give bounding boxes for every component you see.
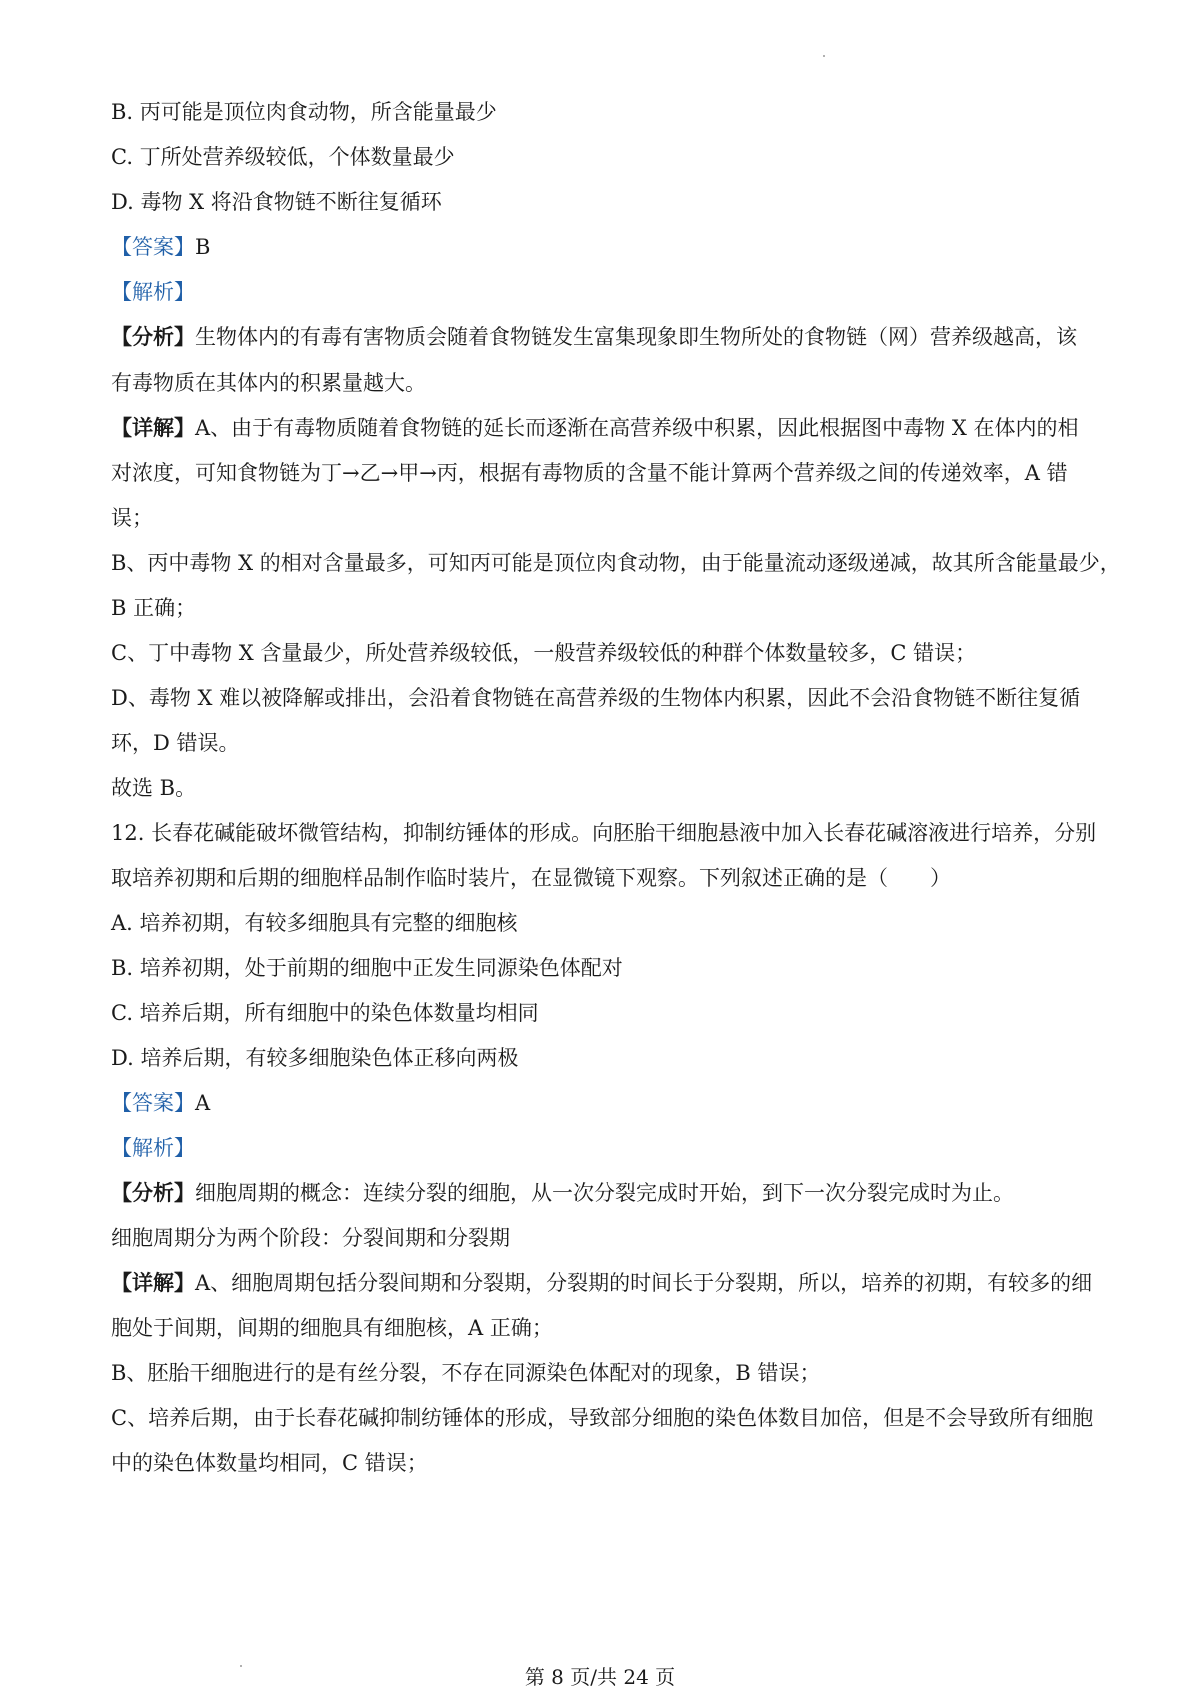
line-text: A、由于有毒物质随着食物链的延长而逐渐在高营养级中积累，因此根据图中毒物 X 在体内的相 <box>195 416 1079 440</box>
section-tag: 【解析】 <box>111 280 195 304</box>
text-line <box>111 638 1100 668</box>
line-text: A. 培养初期，有较多细胞具有完整的细胞核 <box>111 911 518 935</box>
line-text: C. 丁所处营养级较低，个体数量最少 <box>111 145 455 169</box>
text-line <box>111 187 1100 217</box>
text-line <box>111 322 1100 352</box>
line-text: 细胞周期的概念：连续分裂的细胞，从一次分裂完成时开始，到下一次分裂完成时为止。 <box>195 1181 1014 1205</box>
text-line <box>111 1358 1100 1388</box>
line-text: 细胞周期分为两个阶段：分裂间期和分裂期 <box>111 1226 510 1250</box>
text-line <box>111 368 1100 398</box>
text-line <box>111 1088 1100 1118</box>
section-tag: 【答案】 <box>111 1091 195 1115</box>
section-tag: 【解析】 <box>111 1136 195 1160</box>
text-line <box>111 593 1100 623</box>
text-line <box>111 232 1100 262</box>
text-line <box>111 1043 1100 1073</box>
text-line <box>111 1178 1100 1208</box>
section-tag: 【分析】 <box>111 324 195 349</box>
text-line <box>111 863 1100 893</box>
line-text: 中的染色体数量均相同，C 错误； <box>111 1451 428 1475</box>
text-line <box>111 1133 1100 1163</box>
line-text: 生物体内的有毒有害物质会随着食物链发生富集现象即生物所处的食物链（网）营养级越高，该 <box>195 325 1077 349</box>
line-text: C、丁中毒物 X 含量最少，所处营养级较低，一般营养级较低的种群个体数量较多，C 错误； <box>111 641 977 665</box>
text-line <box>111 773 1100 803</box>
line-text: 对浓度，可知食物链为丁→乙→甲→丙，根据有毒物质的含量不能计算两个营养级之间的传递效率，A 错 <box>111 461 1068 485</box>
text-line <box>111 953 1100 983</box>
line-text: D. 培养后期，有较多细胞染色体正移向两极 <box>111 1046 519 1070</box>
text-line <box>111 1313 1100 1343</box>
section-tag: 【详解】 <box>111 415 195 440</box>
line-text: B、胚胎干细胞进行的是有丝分裂，不存在同源染色体配对的现象，B 错误； <box>111 1361 821 1385</box>
line-text: B <box>195 235 211 259</box>
text-line <box>111 1223 1100 1253</box>
line-text: A <box>195 1091 211 1115</box>
text-line <box>111 683 1100 713</box>
section-tag: 【答案】 <box>111 235 195 259</box>
scan-speck <box>240 1665 242 1667</box>
page-footer: 第 8 页/共 24 页 <box>524 1665 676 1689</box>
line-text: 取培养初期和后期的细胞样品制作临时装片，在显微镜下观察。下列叙述正确的是（ ） <box>111 866 951 890</box>
text-line <box>111 142 1100 172</box>
text-line <box>111 728 1100 758</box>
line-text: 有毒物质在其体内的积累量越大。 <box>111 371 426 395</box>
text-line <box>111 97 1100 127</box>
line-text: D、毒物 X 难以被降解或排出，会沿着食物链在高营养级的生物体内积累，因此不会沿食物链不断往复循 <box>111 686 1081 710</box>
line-text: C. 培养后期，所有细胞中的染色体数量均相同 <box>111 1001 539 1025</box>
text-line <box>111 413 1100 443</box>
line-text: B、丙中毒物 X 的相对含量最多，可知丙可能是顶位肉食动物，由于能量流动逐级递减，故其所含能量最少， <box>111 551 1121 575</box>
line-text: 12. 长春花碱能破坏微管结构，抑制纺锤体的形成。向胚胎干细胞悬液中加入长春花碱溶液进行培养，分别 <box>111 821 1097 845</box>
line-text: C、培养后期，由于长春花碱抑制纺锤体的形成，导致部分细胞的染色体数目加倍，但是不会导致所有细胞 <box>111 1406 1094 1430</box>
text-line <box>111 548 1121 578</box>
line-text: A、细胞周期包括分裂间期和分裂期，分裂期的时间长于分裂期，所以，培养的初期，有较多的细 <box>195 1271 1093 1295</box>
line-text: 故选 B。 <box>111 776 197 800</box>
line-text: B. 培养初期，处于前期的细胞中正发生同源染色体配对 <box>111 956 623 980</box>
line-text: B. 丙可能是顶位肉食动物，所含能量最少 <box>111 100 497 124</box>
text-line <box>111 1268 1100 1298</box>
text-line <box>111 818 1100 848</box>
text-line <box>111 277 1100 307</box>
text-line <box>111 1403 1100 1433</box>
text-line <box>111 998 1100 1028</box>
scan-speck <box>823 55 825 57</box>
line-text: B 正确； <box>111 596 197 620</box>
section-tag: 【详解】 <box>111 1270 195 1295</box>
line-text: 胞处于间期，间期的细胞具有细胞核，A 正确； <box>111 1316 553 1340</box>
text-line <box>111 503 1100 533</box>
line-text: D. 毒物 X 将沿食物链不断往复循环 <box>111 190 442 214</box>
text-line <box>111 458 1100 488</box>
text-line <box>111 1448 1100 1478</box>
text-line <box>111 908 1100 938</box>
line-text: 环，D 错误。 <box>111 731 240 755</box>
section-tag: 【分析】 <box>111 1180 195 1205</box>
line-text: 误； <box>111 506 153 530</box>
